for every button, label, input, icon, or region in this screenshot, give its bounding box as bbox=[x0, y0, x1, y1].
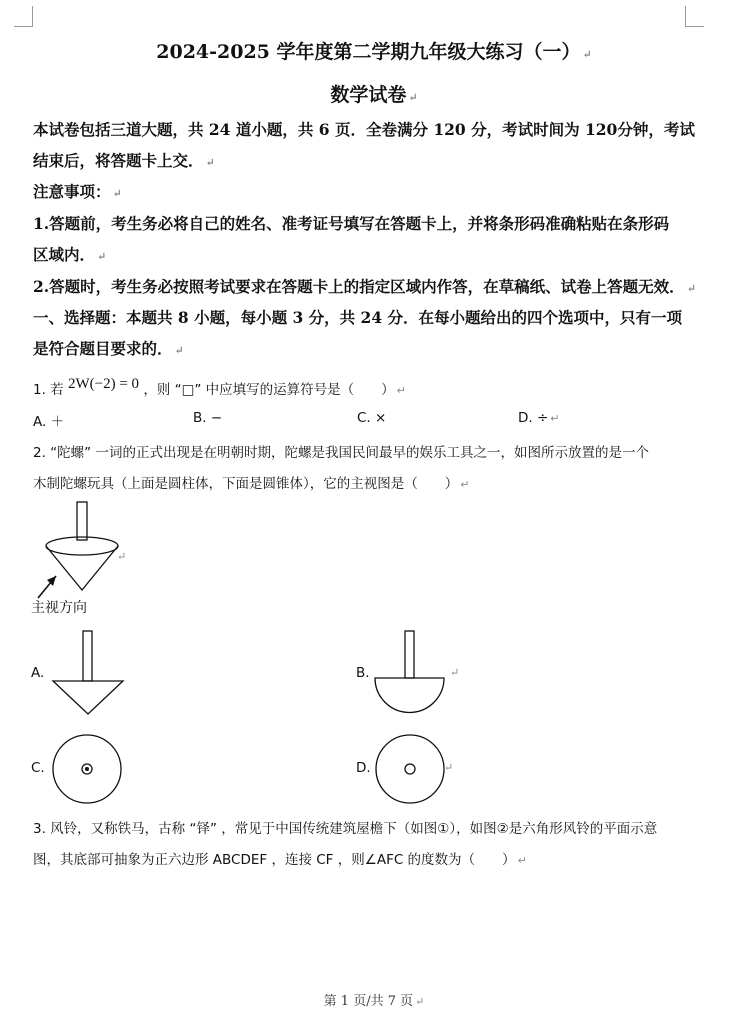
exam-subtitle: 数学试卷 ↵ bbox=[330, 84, 418, 106]
option-b-front-view bbox=[370, 628, 446, 718]
note-2: 2.答题时，考生务必按照考试要求在答题卡上的指定区域内作答，在草稿纸、试卷上答题无效． ↵ bbox=[33, 277, 696, 296]
crop-mark-top-left bbox=[14, 6, 33, 27]
option-c-top-view bbox=[50, 732, 124, 806]
option-a-front-view bbox=[50, 628, 126, 718]
crop-mark-top-right bbox=[685, 6, 704, 27]
question-1-stem: 1. 若 2W(−2) = 0 ，则 “□” 中应填写的运算符号是（ ） ↵ bbox=[33, 376, 406, 398]
question-2-line-1: 2. “陀螺” 一词的正式出现是在明朝时期，陀螺是我国民间最早的娱乐工具之一，如图所示放置的是一个 bbox=[33, 445, 649, 461]
intro-line-2: 结束后，将答题卡上交． ↵ bbox=[33, 151, 215, 170]
notes-heading: 注意事项： ↵ bbox=[33, 182, 122, 201]
question-3-line-2: 图，其底部可抽象为正六边形 ABCDEF ，连接 CF ，则∠AFC 的度数为（ ） ↵ bbox=[33, 852, 527, 868]
figure-paragraph-mark: ↵ bbox=[117, 550, 127, 563]
question-1-option-d: D. ÷ ↵ bbox=[518, 410, 560, 426]
exam-title: 2024-2025 学年度第二学期九年级大练习（一） ↵ bbox=[156, 41, 592, 63]
view-direction-label: 主视方向 bbox=[31, 600, 87, 616]
question-2-option-c-label: C. bbox=[31, 760, 45, 776]
note-1-line-2: 区域内． ↵ bbox=[33, 245, 107, 264]
intro-line-1: 本试卷包括三道大题，共 24 道小题，共 6 页．全卷满分 120 分，考试时间为 120分钟，考试 bbox=[33, 120, 695, 139]
question-1-option-c: C. × bbox=[357, 410, 387, 426]
question-1-option-a: A. ＋ bbox=[33, 414, 65, 430]
question-1-option-b: B. − bbox=[193, 410, 223, 426]
option-b-paragraph-mark: ↵ bbox=[450, 666, 460, 679]
question-3-line-1: 3. 风铃，又称铁马，古称 “铎” ，常见于中国传统建筑屋檐下（如图①），如图②是六角形风铃的平面示意 bbox=[33, 821, 658, 837]
note-1-line-1: 1.答题前，考生务必将自己的姓名、准考证号填写在答题卡上，并将条形码准确粘贴在条形码 bbox=[33, 214, 670, 233]
question-2-option-b-label: B. bbox=[356, 665, 370, 681]
section-1-line-2: 是符合题目要求的． ↵ bbox=[33, 339, 184, 358]
option-d-top-view bbox=[374, 732, 448, 806]
question-1-formula: 2W(−2) = 0 bbox=[67, 376, 140, 392]
top-cylinder bbox=[77, 502, 87, 540]
page-footer: 第 1 页/共 7 页 ↵ bbox=[323, 994, 425, 1009]
section-1-line-1: 一、选择题：本题共 8 小题，每小题 3 分，共 24 分．在每小题给出的四个选项中，只有一项 bbox=[33, 308, 683, 327]
question-2-option-d-label: D. bbox=[356, 760, 371, 776]
question-2-option-a-label: A. bbox=[31, 665, 45, 681]
question-2-line-2: 木制陀螺玩具（上面是圆柱体，下面是圆锥体），它的主视图是（ ） ↵ bbox=[33, 476, 470, 492]
option-d-paragraph-mark: ↵ bbox=[444, 761, 454, 774]
